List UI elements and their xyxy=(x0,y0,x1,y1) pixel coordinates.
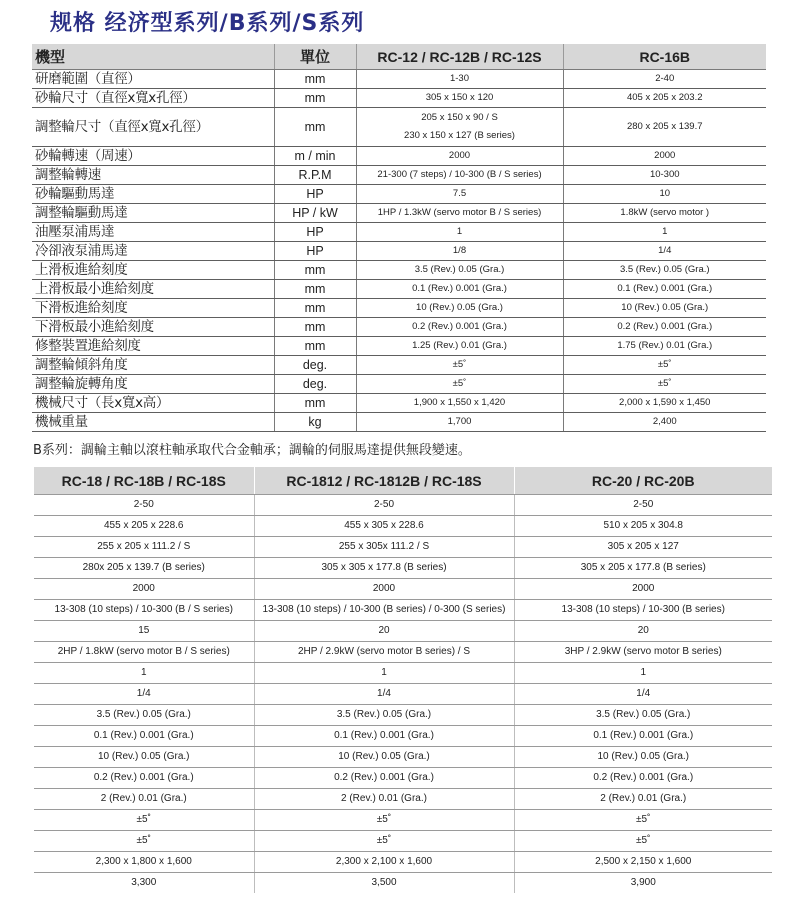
rc18-value: ±5˚ xyxy=(34,810,254,831)
table-row xyxy=(34,600,772,621)
table-row xyxy=(32,223,766,242)
table-row xyxy=(34,873,772,894)
rc16b-value: 10 (Rev.) 0.05 (Gra.) xyxy=(563,299,766,318)
spec-label: 上滑板進給刻度 xyxy=(32,261,274,280)
rc20-value: 0.2 (Rev.) 0.001 (Gra.) xyxy=(514,768,772,789)
spec-table xyxy=(32,44,766,432)
rc16b-value: 2-40 xyxy=(563,70,766,89)
rc1812-value: 1/4 xyxy=(254,684,514,705)
rc12-value: 1-30 xyxy=(356,70,563,89)
rc18-value: 2-50 xyxy=(34,495,254,516)
large-models-header xyxy=(34,467,772,495)
rc1812-value: 2-50 xyxy=(254,495,514,516)
table-row xyxy=(34,747,772,768)
table-row xyxy=(34,495,772,516)
table-row xyxy=(32,204,766,223)
spec-label: 調整輪尺寸（直徑x寬x孔徑） xyxy=(32,108,274,147)
rc1812-value: 13-308 (10 steps) / 10-300 (B series) / 0-300 (S series) xyxy=(254,600,514,621)
spec-unit: R.P.M xyxy=(274,166,356,185)
table-row xyxy=(32,108,766,147)
rc12-value: 1.25 (Rev.) 0.01 (Gra.) xyxy=(356,337,563,356)
rc18-value: 2HP / 1.8kW (servo motor B / S series) xyxy=(34,642,254,663)
rc16b-value: 3.5 (Rev.) 0.05 (Gra.) xyxy=(563,261,766,280)
rc20-value: ±5˚ xyxy=(514,831,772,852)
spec-label: 砂輪尺寸（直徑x寬x孔徑） xyxy=(32,89,274,108)
rc16b-value: 1 xyxy=(563,223,766,242)
spec-unit: deg. xyxy=(274,375,356,394)
rc16b-value: 1.8kW (servo motor ) xyxy=(563,204,766,223)
rc12-value xyxy=(356,108,563,147)
spec-unit: mm xyxy=(274,394,356,413)
table-row xyxy=(34,663,772,684)
rc12-value: 3.5 (Rev.) 0.05 (Gra.) xyxy=(356,261,563,280)
rc16b-value: ±5˚ xyxy=(563,375,766,394)
spec-label: 砂輪轉速（周速） xyxy=(32,147,274,166)
table-row xyxy=(32,89,766,108)
table-row xyxy=(34,789,772,810)
rc18-value: ±5˚ xyxy=(34,831,254,852)
rc20-value: 0.1 (Rev.) 0.001 (Gra.) xyxy=(514,726,772,747)
rc20-value: 305 x 205 x 177.8 (B series) xyxy=(514,558,772,579)
rc16b-value: 2,400 xyxy=(563,413,766,432)
rc20-value: 1/4 xyxy=(514,684,772,705)
rc12-value-line: 230 x 150 x 127 (B series) xyxy=(404,130,515,141)
table-row xyxy=(32,166,766,185)
rc20-value: 10 (Rev.) 0.05 (Gra.) xyxy=(514,747,772,768)
rc16b-value: 10-300 xyxy=(563,166,766,185)
spec-label: 冷卻液泵浦馬達 xyxy=(32,242,274,261)
spec-unit: mm xyxy=(274,108,356,147)
rc18-value: 455 x 205 x 228.6 xyxy=(34,516,254,537)
spec-label: 下滑板最小進給刻度 xyxy=(32,318,274,337)
rc1812-value: 0.2 (Rev.) 0.001 (Gra.) xyxy=(254,768,514,789)
rc12-value: 0.1 (Rev.) 0.001 (Gra.) xyxy=(356,280,563,299)
table-row xyxy=(34,852,772,873)
rc20-value: 305 x 205 x 127 xyxy=(514,537,772,558)
spec-label: 砂輪驅動馬達 xyxy=(32,185,274,204)
rc1812-value: 10 (Rev.) 0.05 (Gra.) xyxy=(254,747,514,768)
spec-unit: mm xyxy=(274,89,356,108)
table-row xyxy=(32,413,766,432)
spec-unit: m / min xyxy=(274,147,356,166)
spec-unit: mm xyxy=(274,337,356,356)
rc16b-value: ±5˚ xyxy=(563,356,766,375)
table-row xyxy=(34,642,772,663)
rc12-value: 1HP / 1.3kW (servo motor B / S series) xyxy=(356,204,563,223)
rc1812-value: 455 x 305 x 228.6 xyxy=(254,516,514,537)
header-rc20: RC-20 / RC-20B xyxy=(514,467,772,495)
rc1812-value: ±5˚ xyxy=(254,831,514,852)
rc20-value: 13-308 (10 steps) / 10-300 (B series) xyxy=(514,600,772,621)
rc12-value: 10 (Rev.) 0.05 (Gra.) xyxy=(356,299,563,318)
b-series-note: B系列：調輪主軸以滾柱軸承取代合金軸承；調輪的伺服馬達提供無段變速。 xyxy=(33,443,471,458)
rc20-value: 2-50 xyxy=(514,495,772,516)
rc20-value: 3HP / 2.9kW (servo motor B series) xyxy=(514,642,772,663)
rc12-value: 7.5 xyxy=(356,185,563,204)
table-row xyxy=(34,726,772,747)
rc20-value: ±5˚ xyxy=(514,810,772,831)
spec-label: 油壓泵浦馬達 xyxy=(32,223,274,242)
rc1812-value: 305 x 305 x 177.8 (B series) xyxy=(254,558,514,579)
table-row xyxy=(34,831,772,852)
rc12-value-line: 205 x 150 x 90 / S xyxy=(421,112,498,123)
rc18-value: 1/4 xyxy=(34,684,254,705)
table-row xyxy=(32,185,766,204)
rc20-value: 2,500 x 2,150 x 1,600 xyxy=(514,852,772,873)
rc16b-value: 405 x 205 x 203.2 xyxy=(563,89,766,108)
rc16b-value: 2,000 x 1,590 x 1,450 xyxy=(563,394,766,413)
spec-unit: HP xyxy=(274,223,356,242)
rc12-value: ±5˚ xyxy=(356,375,563,394)
rc16b-value: 2000 xyxy=(563,147,766,166)
table-row xyxy=(34,621,772,642)
header-rc12: RC-12 / RC-12B / RC-12S xyxy=(356,44,563,70)
rc16b-value: 1/4 xyxy=(563,242,766,261)
spec-table-header xyxy=(32,44,766,70)
rc18-value: 2 (Rev.) 0.01 (Gra.) xyxy=(34,789,254,810)
spec-unit: deg. xyxy=(274,356,356,375)
rc12-value: 1 xyxy=(356,223,563,242)
spec-label: 修整裝置進給刻度 xyxy=(32,337,274,356)
table-row xyxy=(34,684,772,705)
header-rc18: RC-18 / RC-18B / RC-18S xyxy=(34,467,254,495)
table-row xyxy=(32,70,766,89)
large-models-table xyxy=(34,467,772,893)
rc1812-value: 3,500 xyxy=(254,873,514,894)
rc1812-value: 1 xyxy=(254,663,514,684)
rc16b-value: 0.2 (Rev.) 0.001 (Gra.) xyxy=(563,318,766,337)
table-row xyxy=(32,394,766,413)
spec-label: 調整輪傾斜角度 xyxy=(32,356,274,375)
rc1812-value: 255 x 305x 111.2 / S xyxy=(254,537,514,558)
rc18-value: 2,300 x 1,800 x 1,600 xyxy=(34,852,254,873)
rc12-value: 1,700 xyxy=(356,413,563,432)
spec-unit: mm xyxy=(274,318,356,337)
rc16b-value: 280 x 205 x 139.7 xyxy=(563,108,766,147)
spec-unit: mm xyxy=(274,261,356,280)
table-row xyxy=(32,318,766,337)
rc18-value: 1 xyxy=(34,663,254,684)
rc20-value: 510 x 205 x 304.8 xyxy=(514,516,772,537)
rc1812-value: 0.1 (Rev.) 0.001 (Gra.) xyxy=(254,726,514,747)
header-rc1812: RC-1812 / RC-1812B / RC-18S xyxy=(254,467,514,495)
rc18-value: 13-308 (10 steps) / 10-300 (B / S series) xyxy=(34,600,254,621)
rc1812-value: 3.5 (Rev.) 0.05 (Gra.) xyxy=(254,705,514,726)
table-row xyxy=(32,356,766,375)
header-model: 機型 xyxy=(32,44,274,70)
rc18-value: 280x 205 x 139.7 (B series) xyxy=(34,558,254,579)
table-row xyxy=(34,516,772,537)
table-row xyxy=(32,147,766,166)
spec-unit: HP / kW xyxy=(274,204,356,223)
rc20-value: 2000 xyxy=(514,579,772,600)
table-row xyxy=(34,558,772,579)
table-row xyxy=(32,299,766,318)
spec-unit: mm xyxy=(274,299,356,318)
table-row xyxy=(32,280,766,299)
table-row xyxy=(32,375,766,394)
spec-unit: HP xyxy=(274,242,356,261)
spec-unit: kg xyxy=(274,413,356,432)
spec-label: 下滑板進給刻度 xyxy=(32,299,274,318)
rc20-value: 1 xyxy=(514,663,772,684)
table-row xyxy=(32,242,766,261)
rc18-value: 10 (Rev.) 0.05 (Gra.) xyxy=(34,747,254,768)
rc18-value: 0.1 (Rev.) 0.001 (Gra.) xyxy=(34,726,254,747)
table-row xyxy=(34,810,772,831)
rc1812-value: 2HP / 2.9kW (servo motor B series) / S xyxy=(254,642,514,663)
spec-label: 調整輪旋轉角度 xyxy=(32,375,274,394)
rc1812-value: 20 xyxy=(254,621,514,642)
table-row xyxy=(34,579,772,600)
spec-label: 上滑板最小進給刻度 xyxy=(32,280,274,299)
table-row xyxy=(34,537,772,558)
table-row xyxy=(34,768,772,789)
rc18-value: 3.5 (Rev.) 0.05 (Gra.) xyxy=(34,705,254,726)
spec-label: 調整輪驅動馬達 xyxy=(32,204,274,223)
table-row xyxy=(32,261,766,280)
spec-label: 機械尺寸（長x寬x高） xyxy=(32,394,274,413)
rc20-value: 2 (Rev.) 0.01 (Gra.) xyxy=(514,789,772,810)
rc12-value: 21-300 (7 steps) / 10-300 (B / S series) xyxy=(356,166,563,185)
rc1812-value: 2000 xyxy=(254,579,514,600)
rc12-value: 0.2 (Rev.) 0.001 (Gra.) xyxy=(356,318,563,337)
spec-unit: mm xyxy=(274,70,356,89)
rc16b-value: 10 xyxy=(563,185,766,204)
rc20-value: 3.5 (Rev.) 0.05 (Gra.) xyxy=(514,705,772,726)
rc18-value: 255 x 205 x 111.2 / S xyxy=(34,537,254,558)
rc12-value: 305 x 150 x 120 xyxy=(356,89,563,108)
rc12-value: 2000 xyxy=(356,147,563,166)
header-rc16b: RC-16B xyxy=(563,44,766,70)
rc20-value: 3,900 xyxy=(630,877,656,888)
rc12-value: ±5˚ xyxy=(356,356,563,375)
rc18-value: 15 xyxy=(34,621,254,642)
rc20-value: 20 xyxy=(514,621,772,642)
spec-unit: mm xyxy=(274,280,356,299)
rc16b-value: 1.75 (Rev.) 0.01 (Gra.) xyxy=(563,337,766,356)
rc1812-value: 2 (Rev.) 0.01 (Gra.) xyxy=(254,789,514,810)
rc12-value: 1,900 x 1,550 x 1,420 xyxy=(356,394,563,413)
rc18-value: 2000 xyxy=(34,579,254,600)
rc12-value: 1/8 xyxy=(356,242,563,261)
table-row xyxy=(34,705,772,726)
spec-label: 機械重量 xyxy=(32,413,274,432)
rc16b-value: 0.1 (Rev.) 0.001 (Gra.) xyxy=(563,280,766,299)
table-row xyxy=(32,337,766,356)
spec-unit: HP xyxy=(274,185,356,204)
header-unit: 單位 xyxy=(274,44,356,70)
page-title: 规格 经济型系列/B系列/S系列 xyxy=(50,11,365,36)
rc18-value: 0.2 (Rev.) 0.001 (Gra.) xyxy=(34,768,254,789)
spec-label: 調整輪轉速 xyxy=(32,166,274,185)
spec-label: 研磨範圍（直徑） xyxy=(32,70,274,89)
rc1812-value: 2,300 x 2,100 x 1,600 xyxy=(254,852,514,873)
rc18-value: 3,300 xyxy=(34,873,254,894)
rc1812-value: ±5˚ xyxy=(254,810,514,831)
